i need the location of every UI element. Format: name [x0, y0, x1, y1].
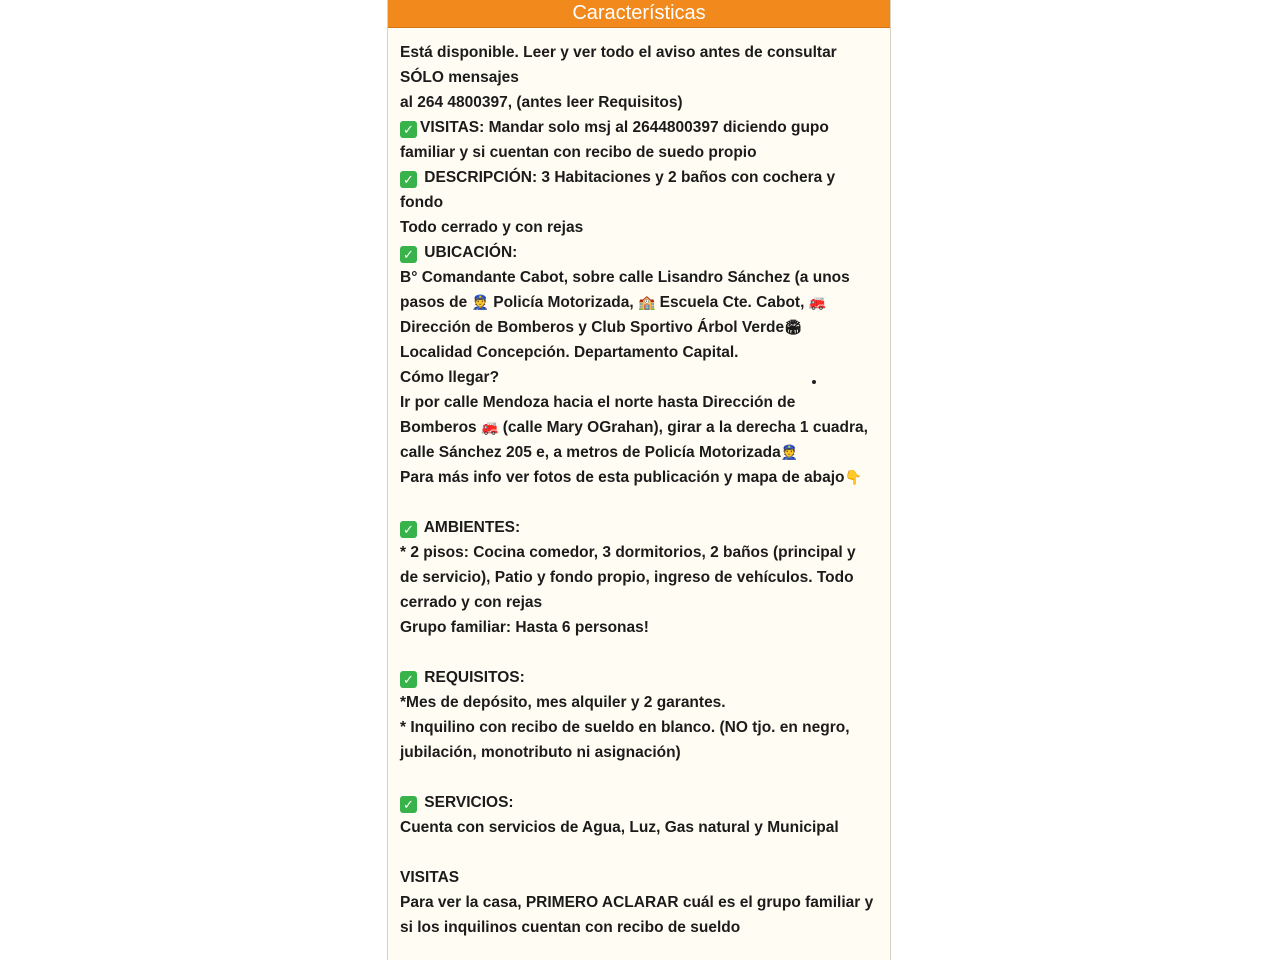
text-line: *Mes de depósito, mes alquiler y 2 garantes.	[400, 694, 726, 711]
descripcion-line: ✓ DESCRIPCIÓN: 3 Habitaciones y 2 baños con cochera y	[400, 165, 880, 190]
check-icon: ✓	[400, 171, 417, 188]
text-line: pasos de 👮 Policía Motorizada, 🏫 Escuela Cte. Cabot, 🚒	[400, 294, 827, 311]
text-line: al 264 4800397, (antes leer Requisitos)	[400, 94, 683, 111]
text-line: B° Comandante Cabot, sobre calle Lisandro Sánchez (a unos	[400, 269, 850, 286]
check-icon: ✓	[400, 246, 417, 263]
text-line: fondo	[400, 194, 444, 211]
point-down-icon: 👇	[844, 469, 862, 485]
spacer	[400, 840, 880, 865]
fire-engine-icon: 🚒	[808, 294, 827, 310]
check-icon: ✓	[400, 671, 417, 688]
spacer	[400, 640, 880, 665]
visitas-line: ✓ VISITAS: Mandar solo msj al 2644800397 diciendo gupo	[400, 115, 880, 140]
text-line: Todo cerrado y con rejas	[400, 219, 584, 236]
characteristics-panel	[387, 0, 891, 960]
police-officer-icon: 👮	[780, 444, 799, 460]
text-line: Ir por calle Mendoza hacia el norte hasta Dirección de	[400, 394, 796, 411]
spacer	[400, 765, 880, 790]
text-line: Bomberos 🚒 (calle Mary OGrahan), girar a la derecha 1 cuadra,	[400, 419, 868, 436]
fire-engine-icon: 🚒	[480, 419, 499, 435]
check-icon: ✓	[400, 521, 417, 538]
text-line: Localidad Concepción. Departamento Capital.	[400, 344, 739, 361]
ambientes-line: ✓ AMBIENTES:	[400, 515, 880, 540]
servicios-line: ✓ SERVICIOS:	[400, 790, 880, 815]
check-icon: ✓	[400, 121, 417, 138]
requisitos-line: ✓ REQUISITOS:	[400, 665, 880, 690]
panel-title: Características	[388, 0, 890, 28]
text-line: de servicio), Patio y fondo propio, ingreso de vehículos. Todo	[400, 569, 854, 586]
text-line: cerrado y con rejas	[400, 594, 543, 611]
text-line: SÓLO mensajes	[400, 69, 519, 86]
text-line: Para ver la casa, PRIMERO ACLARAR cuál es el grupo familiar y	[400, 894, 874, 911]
text-line: * Inquilino con recibo de sueldo en blanco. (NO tjo. en negro,	[400, 719, 850, 736]
stray-dot	[812, 380, 816, 384]
stadium-icon: 🏟	[784, 319, 802, 335]
text-line: si los inquilinos cuentan con recibo de sueldo	[400, 919, 741, 936]
text-line: calle Sánchez 205 e, a metros de Policía Motorizada👮	[400, 444, 799, 461]
description-text	[388, 28, 890, 940]
text-line: Está disponible. Leer y ver todo el aviso antes de consultar	[400, 44, 837, 61]
text-line: Grupo familiar: Hasta 6 personas!	[400, 619, 649, 636]
text-line: familiar y si cuentan con recibo de suedo propio	[400, 144, 757, 161]
ubicacion-line: ✓ UBICACIÓN:	[400, 240, 880, 265]
text-line: Cómo llegar?	[400, 369, 500, 386]
text-line: Cuenta con servicios de Agua, Luz, Gas natural y Municipal	[400, 819, 839, 836]
text-line: Para más info ver fotos de esta publicación y mapa de abajo👇	[400, 469, 862, 486]
text-line: VISITAS	[400, 869, 460, 886]
text-line: Dirección de Bomberos y Club Sportivo Árbol Verde🏟	[400, 319, 802, 336]
check-icon: ✓	[400, 796, 417, 813]
police-officer-icon: 👮	[471, 294, 489, 310]
text-line: * 2 pisos: Cocina comedor, 3 dormitorios, 2 baños (principal y	[400, 544, 856, 561]
school-icon: 🏫	[637, 294, 656, 310]
text-line: jubilación, monotributo ni asignación)	[400, 744, 681, 761]
spacer	[400, 490, 880, 515]
